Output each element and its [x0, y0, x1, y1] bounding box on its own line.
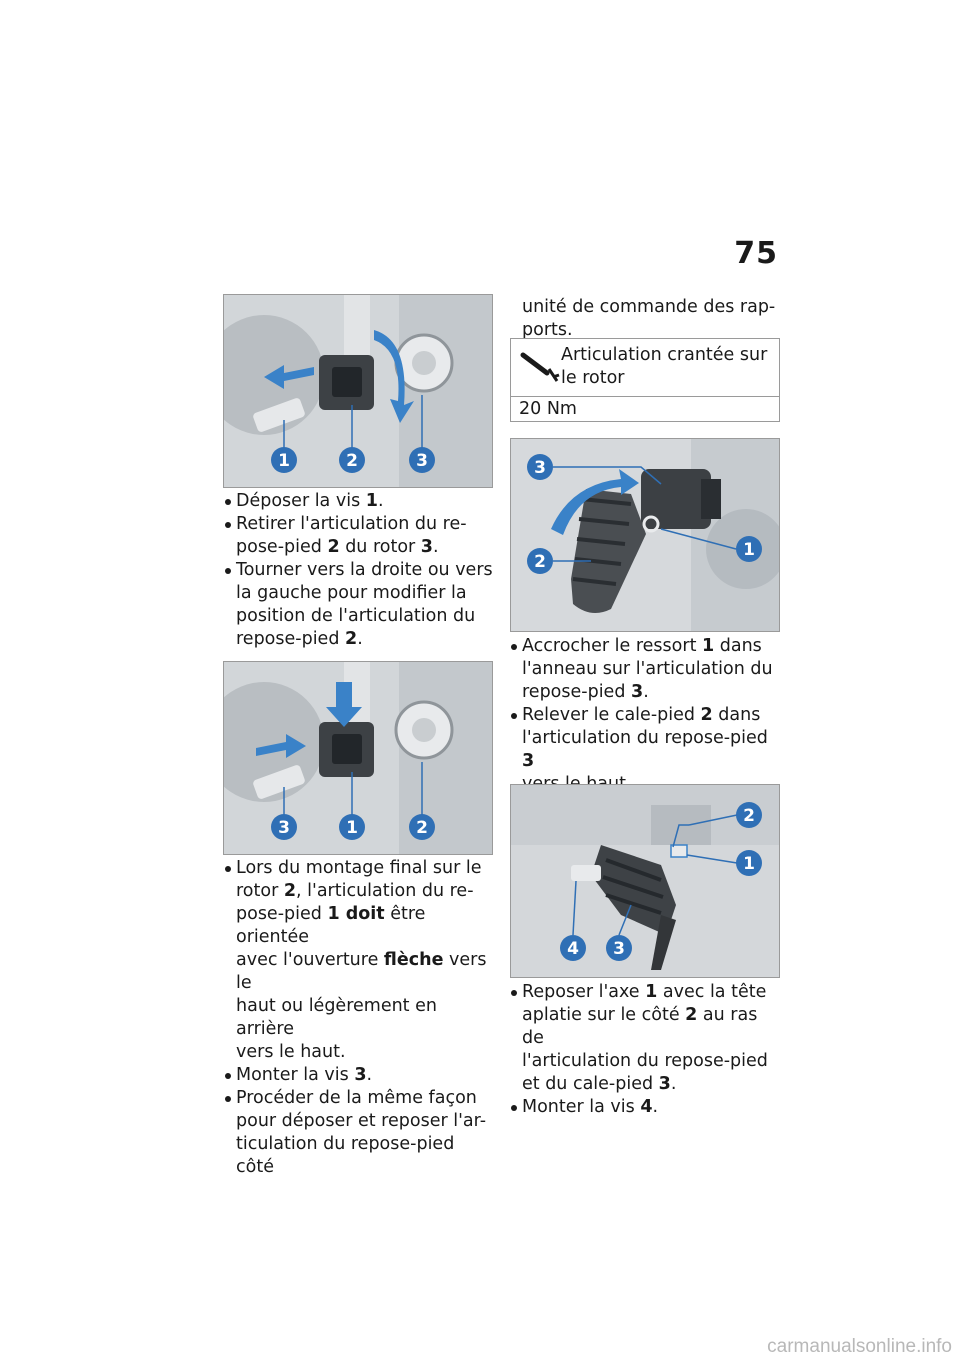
list-item: et du cale-pied 3.	[522, 1074, 677, 1094]
callout-3: 3	[416, 451, 428, 471]
torque-value: 20 Nm	[519, 399, 577, 419]
instructions-list-3	[510, 635, 782, 796]
list-item: l'articulation du repose-pied 3	[522, 728, 768, 771]
list-item: pose-pied 1 doit être orientée	[236, 904, 426, 947]
list-item: ticulation du repose-pied côté	[236, 1134, 455, 1177]
callout-2: 2	[416, 818, 428, 838]
callout-3: 3	[613, 939, 625, 959]
page-number: 75	[734, 236, 778, 271]
list-item: aplatie sur le côté 2 au ras de	[522, 1005, 758, 1048]
callout-2: 2	[534, 552, 546, 572]
list-item: l'articulation du repose-pied	[522, 1051, 768, 1071]
callout-4: 4	[567, 939, 579, 959]
figure-install-footrest-joint	[223, 661, 493, 855]
list-item: Accrocher le ressort 1 dans	[510, 635, 782, 658]
figure-hook-spring	[510, 438, 780, 632]
callout-2: 2	[743, 806, 755, 826]
callout-1: 1	[743, 540, 755, 560]
callout-1: 1	[743, 854, 755, 874]
list-item: vers le haut.	[236, 1042, 346, 1062]
list-item: repose-pied 3.	[522, 682, 649, 702]
list-item: pose-pied 2 du rotor 3.	[236, 537, 439, 557]
list-item: position de l'articulation du	[236, 606, 476, 626]
callout-1: 1	[346, 818, 358, 838]
list-item: haut ou légèrement en arrière	[236, 996, 437, 1039]
torque-wrench-icon	[519, 347, 561, 389]
callout-3: 3	[278, 818, 290, 838]
list-item: l'anneau sur l'articulation du	[522, 659, 773, 679]
instructions-list-2	[224, 857, 494, 1179]
callout-2: 2	[346, 451, 358, 471]
list-item: Relever le cale-pied 2 dans	[510, 704, 782, 727]
instructions-list-1	[224, 490, 494, 651]
list-item: Déposer la vis 1.	[224, 490, 494, 513]
figure-1-illustration	[224, 295, 492, 487]
list-item: Reposer l'axe 1 avec la tête	[510, 981, 782, 1004]
torque-label-cont: le rotor	[561, 368, 625, 388]
figure-remove-footrest-joint	[223, 294, 493, 488]
torque-label: Articulation crantée sur	[561, 345, 768, 365]
list-item: Retirer l'articulation du re-	[224, 513, 494, 536]
list-item: Lors du montage final sur le	[224, 857, 494, 880]
list-item: Procéder de la même façon	[224, 1087, 494, 1110]
list-item: la gauche pour modifier la	[236, 583, 467, 603]
list-item: rotor 2, l'articulation du re-	[236, 881, 474, 901]
list-item: pour déposer et reposer l'ar-	[236, 1111, 487, 1131]
figure-2-illustration	[224, 662, 492, 854]
watermark: carmanualsonline.info	[767, 1336, 952, 1357]
list-item: Monter la vis 4.	[510, 1096, 782, 1119]
list-item: Monter la vis 3.	[224, 1064, 494, 1087]
right-intro-text: unité de commande des rap- ports.	[522, 297, 776, 340]
figure-3-illustration	[511, 439, 779, 631]
figure-install-axle	[510, 784, 780, 978]
list-item: Tourner vers la droite ou vers	[224, 559, 494, 582]
list-item: avec l'ouverture flèche vers le	[236, 950, 487, 993]
torque-spec-header	[511, 339, 779, 397]
callout-1: 1	[278, 451, 290, 471]
instructions-list-4	[510, 981, 782, 1119]
callout-3: 3	[534, 458, 546, 478]
torque-spec-table	[510, 338, 780, 422]
figure-4-illustration	[511, 785, 779, 977]
list-item: repose-pied 2.	[236, 629, 363, 649]
